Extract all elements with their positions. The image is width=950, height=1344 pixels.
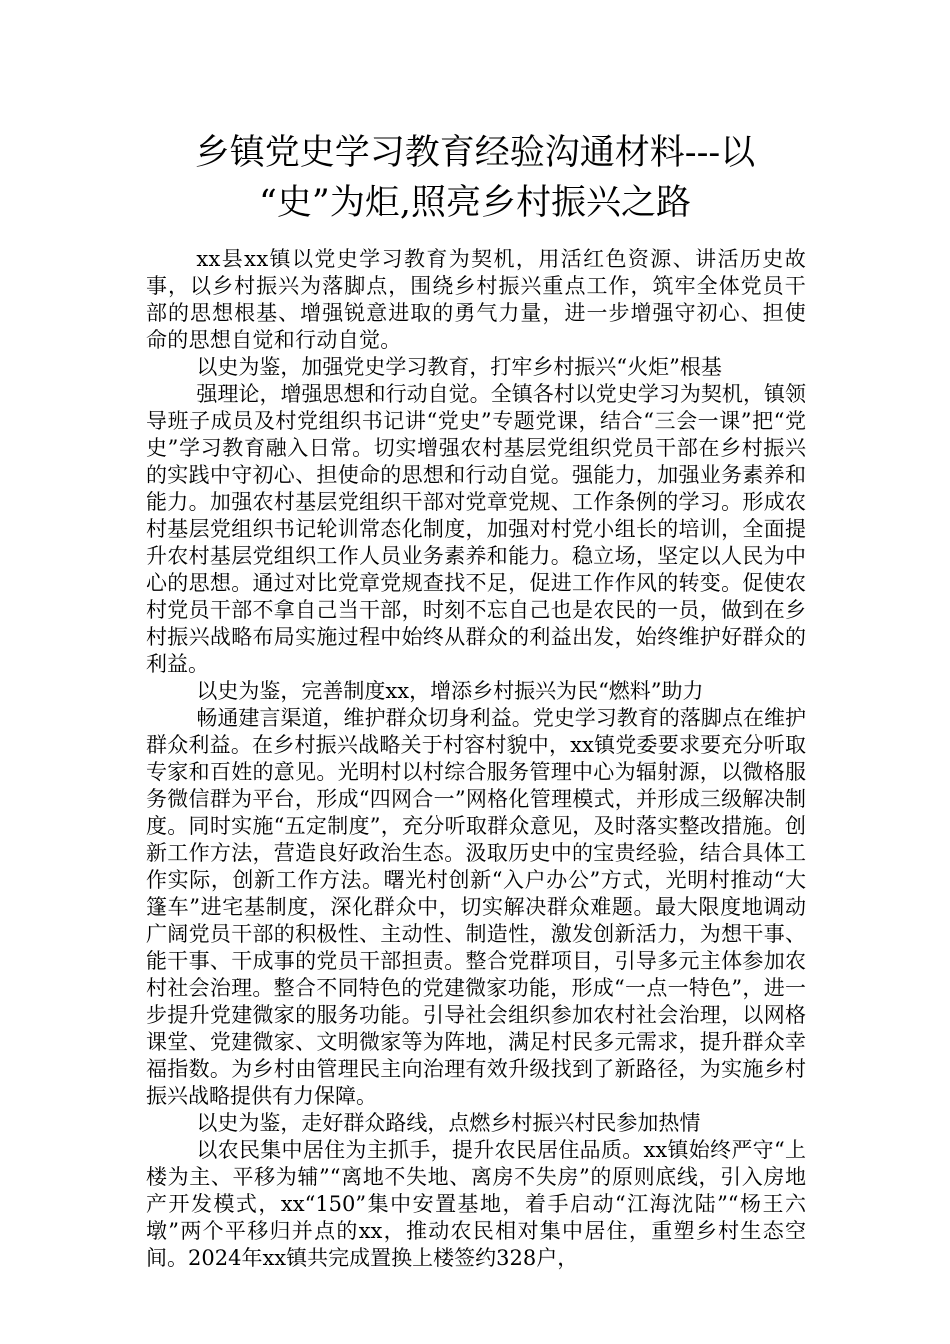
section-3-heading: 以史为鉴，走好群众路线，点燃乡村振兴村民参加热情 (196, 1111, 701, 1135)
title-line-1: 乡镇党史学习教育经验沟通材料---以 (194, 133, 756, 173)
document-body (146, 246, 806, 1272)
intro-paragraph: xx县xx镇以党史学习教育为契机，用活红色资源、讲活历史故事，以乡村振兴为落脚点，围绕乡村振兴重点工作，筑牢全体党员干部的思想根基、增强锐意进取的勇气力量，进一步增强守初心、担使命的思想自觉和行动自觉。 (146, 247, 806, 352)
section-1-heading: 以史为鉴，加强党史学习教育，打牢乡村振兴“火炬”根基 (196, 355, 722, 379)
title-line-2: “史”为炬,照亮乡村振兴之路 (259, 183, 691, 223)
section-3-body: 以农民集中居住为主抓手，提升农民居住品质。xx镇始终严守“上楼为主、平移为辅”“离地不失地、离房不失房”的原则底线，引入房地产开发模式，xx“150”集中安置基地，着手启动“江海沈陆”“杨王六墩”两个平移归并点的xx，推动农民相对集中居住，重塑乡村生态空间。2024年xx镇共完成置换上楼签约328户， (146, 1138, 806, 1270)
section-2-heading: 以史为鉴，完善制度xx，增添乡村振兴为民“燃料”助力 (196, 679, 704, 703)
section-2-body: 畅通建言渠道，维护群众切身利益。党史学习教育的落脚点在维护群众利益。在乡村振兴战略关于村容村貌中，xx镇党委要求要充分听取专家和百姓的意见。光明村以村综合服务管理中心为辐射源，以微格服务微信群为平台，形成“四网合一”网格化管理模式，并形成三级解决制度。同时实施“五定制度”，充分听取群众意见，及时落实整改措施。创新工作方法，营造良好政治生态。汲取历史中的宝贵经验，结合具体工作实际，创新工作方法。曙光村创新“入户办公”方式，光明村推动“大篷车”进宅基制度，深化群众中，切实解决群众难题。最大限度地调动广阔党员干部的积极性、主动性、制造性，激发创新活力，为想干事、能干事、干成事的党员干部担责。整合党群项目，引导多元主体参加农村社会治理。整合不同特色的党建微家功能，形成“一点一特色”，进一步提升党建微家的服务功能。引导社会组织参加农村社会治理，以网格课堂、党建微家、文明微家等为阵地，满足村民多元需求，提升群众幸福指数。为乡村由管理民主向治理有效升级找到了新路径，为实施乡村振兴战略提供有力保障。 (146, 706, 806, 1108)
section-1-body: 强理论，增强思想和行动自觉。全镇各村以党史学习为契机，镇领导班子成员及村党组织书记讲“党史”专题党课，结合“三会一课”把“党史”学习教育融入日常。切实增强农村基层党组织党员干部在乡村振兴的实践中守初心、担使命的思想和行动自觉。强能力，加强业务素养和能力。加强农村基层党组织干部对党章党规、工作条例的学习。形成农村基层党组织书记轮训常态化制度，加强对村党小组长的培训，全面提升农村基层党组织工作人员业务素养和能力。稳立场，坚定以人民为中心的思想。通过对比党章党规查找不足，促进工作作风的转变。促使农村党员干部不拿自己当干部，时刻不忘自己也是农民的一员，做到在乡村振兴战略布局实施过程中始终从群众的利益出发，始终维护好群众的利益。 (146, 382, 806, 676)
document-title (120, 128, 830, 228)
